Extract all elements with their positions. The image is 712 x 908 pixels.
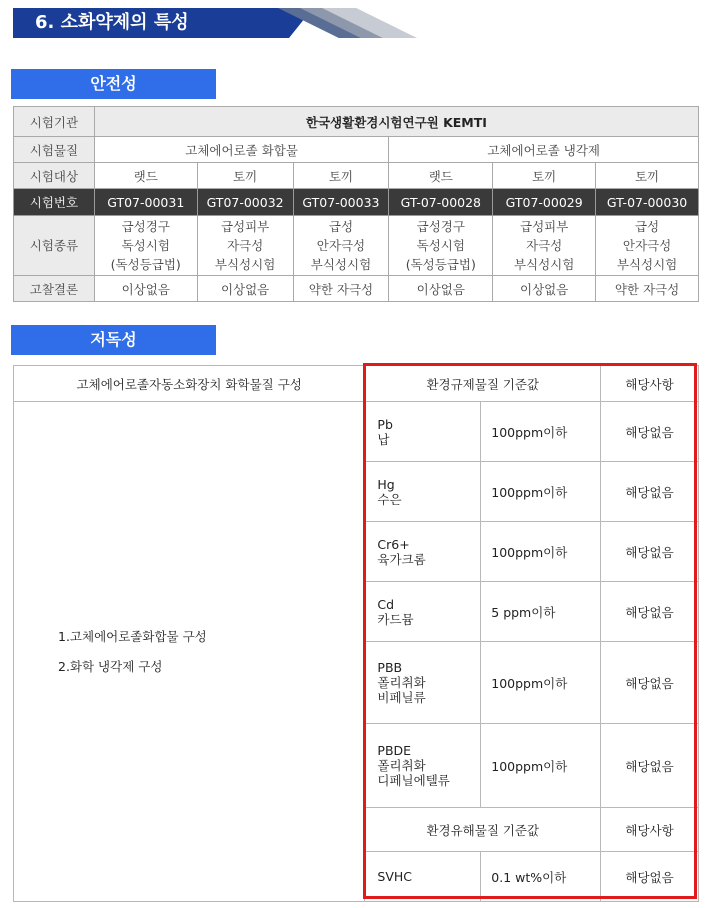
test-type-line: 안자극성 — [622, 238, 672, 253]
limit-value: 100ppm이하 — [481, 402, 601, 462]
row-label: 시험번호 — [14, 189, 95, 216]
test-type-line: (독성등급법) — [405, 257, 476, 272]
hazard-header: 환경유해물질 기준값 — [365, 808, 601, 852]
row-test-number — [14, 189, 699, 216]
toxicity-header-row — [14, 366, 699, 402]
status-value: 해당없음 — [601, 402, 699, 462]
test-type-line: 자극성 — [526, 238, 563, 253]
regulated-header: 환경규제물질 기준값 — [365, 366, 601, 402]
test-number-cell: GT07-00032 — [197, 189, 293, 216]
substance-korean: 폴리취화 — [377, 675, 426, 690]
limit-value: 5 ppm이하 — [481, 582, 601, 642]
row-subject — [14, 163, 699, 189]
row-conclusion — [14, 276, 699, 302]
limit-value: 100ppm이하 — [481, 522, 601, 582]
section-label-safety: 안전성 — [11, 69, 216, 99]
test-number-cell: GT-07-00030 — [596, 189, 699, 216]
hazard-limit: 0.1 wt%이하 — [481, 852, 601, 902]
substance-symbol: PBDE — [377, 743, 412, 758]
safety-table — [13, 106, 699, 302]
substance-korean: 수은 — [377, 491, 402, 507]
composition-item: 2.화학 냉각제 구성 — [58, 658, 163, 674]
subject-cell: 토끼 — [493, 163, 596, 189]
test-type-line: 급성경구 — [416, 219, 465, 234]
subject-cell: 토끼 — [293, 163, 389, 189]
regulated-row — [14, 402, 699, 462]
composition-cell — [14, 402, 365, 902]
row-label: 시험종류 — [14, 216, 95, 276]
row-test-type — [14, 216, 699, 276]
composition-item: 1.고체에어로졸화합물 구성 — [58, 628, 207, 644]
subject-cell: 토끼 — [596, 163, 699, 189]
conclusion-cell: 이상없음 — [197, 276, 293, 302]
test-type-cell — [596, 216, 699, 276]
test-type-line: 독성시험 — [416, 238, 465, 253]
section-label-toxicity: 저독성 — [11, 325, 216, 355]
substance-symbol: Cd — [377, 596, 395, 612]
substance-name — [365, 402, 481, 462]
conclusion-cell: 약한 자극성 — [293, 276, 389, 302]
test-type-line: 급성 — [328, 219, 354, 234]
limit-value: 100ppm이하 — [481, 642, 601, 724]
substance-korean: 카드뮴 — [377, 611, 414, 627]
status-value: 해당없음 — [601, 462, 699, 522]
test-type-line: (독성등급법) — [110, 257, 181, 272]
row-substance — [14, 137, 699, 163]
subject-cell: 랫드 — [94, 163, 197, 189]
test-number-cell: GT07-00029 — [493, 189, 596, 216]
test-number-cell: GT07-00033 — [293, 189, 389, 216]
test-type-line: 안자극성 — [316, 238, 366, 253]
test-type-line: 부식성시험 — [616, 257, 678, 272]
substance-symbol: PBB — [377, 660, 403, 675]
conclusion-cell: 이상없음 — [389, 276, 493, 302]
test-type-line: 급성피부 — [520, 219, 569, 234]
test-type-line: 독성시험 — [121, 238, 170, 253]
substance-korean: 폴리취화 — [377, 758, 426, 773]
status-value: 해당없음 — [601, 724, 699, 808]
test-type-line: 급성피부 — [220, 219, 270, 234]
test-type-cell — [197, 216, 293, 276]
subject-cell: 랫드 — [389, 163, 493, 189]
test-type-line: 부식성시험 — [310, 257, 372, 272]
substance-symbol: Hg — [377, 476, 395, 492]
row-label: 시험물질 — [14, 137, 95, 163]
substance-korean: 육가크롬 — [377, 551, 426, 567]
applicable-header: 해당사항 — [601, 366, 699, 402]
institution-name: 한국생활환경시험연구원 KEMTI — [94, 107, 698, 137]
substance-name — [365, 582, 481, 642]
substance-korean: 비페닐류 — [377, 690, 426, 705]
substance-korean: 납 — [377, 431, 390, 447]
hazard-applicable-header: 해당사항 — [601, 808, 699, 852]
limit-value: 100ppm이하 — [481, 724, 601, 808]
substance-cell: 고체에어로졸 냉각제 — [389, 137, 699, 163]
test-type-cell — [493, 216, 596, 276]
substance-name — [365, 462, 481, 522]
conclusion-cell: 이상없음 — [493, 276, 596, 302]
substance-cell: 고체에어로졸 화합물 — [94, 137, 389, 163]
row-label: 고찰결론 — [14, 276, 95, 302]
row-label: 시험기관 — [14, 107, 95, 137]
status-value: 해당없음 — [601, 522, 699, 582]
test-type-line: 급성경구 — [121, 219, 170, 234]
substance-name — [365, 642, 481, 724]
test-type-line: 급성 — [634, 219, 660, 234]
hazard-status: 해당없음 — [601, 852, 699, 902]
page-title: 6. 소화약제의 특성 — [35, 12, 189, 33]
substance-name — [365, 522, 481, 582]
test-type-cell — [94, 216, 197, 276]
composition-header: 고체에어로졸자동소화장치 화학물질 구성 — [14, 366, 365, 402]
conclusion-cell: 이상없음 — [94, 276, 197, 302]
test-type-line: 부식성시험 — [214, 257, 276, 272]
substance-symbol: Cr6+ — [377, 536, 410, 552]
subject-cell: 토끼 — [197, 163, 293, 189]
row-institution — [14, 107, 699, 137]
conclusion-cell: 약한 자극성 — [596, 276, 699, 302]
toxicity-table — [13, 365, 699, 902]
row-label: 시험대상 — [14, 163, 95, 189]
test-number-cell: GT07-00031 — [94, 189, 197, 216]
substance-name — [365, 724, 481, 808]
substance-korean: 디페닐에텔류 — [377, 773, 450, 788]
test-type-line: 부식성시험 — [513, 257, 575, 272]
limit-value: 100ppm이하 — [481, 462, 601, 522]
test-number-cell: GT-07-00028 — [389, 189, 493, 216]
test-type-cell — [293, 216, 389, 276]
test-type-cell — [389, 216, 493, 276]
status-value: 해당없음 — [601, 582, 699, 642]
hazard-name: SVHC — [365, 852, 481, 902]
substance-symbol: Pb — [377, 416, 393, 432]
status-value: 해당없음 — [601, 642, 699, 724]
test-type-line: 자극성 — [226, 238, 264, 253]
